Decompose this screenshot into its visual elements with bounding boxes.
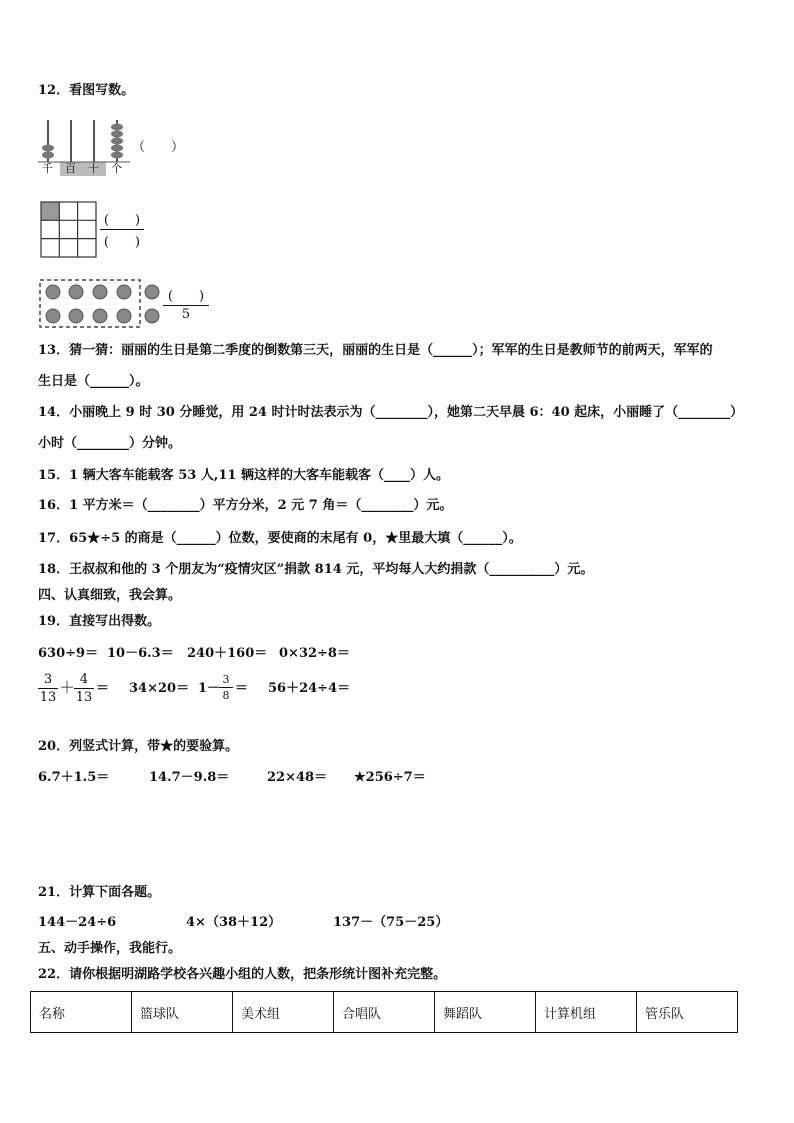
q21-item-3: 137－（75－25）	[333, 915, 449, 930]
balls-fraction	[163, 285, 209, 322]
q12-title: 12．看图写数。	[38, 83, 135, 98]
balls-fraction-numerator[interactable]: ( )	[167, 289, 205, 304]
q20-item-4: ★256÷7＝	[354, 770, 426, 785]
equals-sign: ＝	[96, 681, 110, 696]
q15-text: 15．1 辆大客车能载客 53 人,11 辆这样的大客车能载客（____）人。	[38, 468, 449, 483]
fraction-4-13	[74, 672, 94, 705]
q16-text: 16．1 平方米＝（________）平方分米，2 元 7 角＝（________）元。	[38, 498, 453, 513]
grid-fraction-numerator[interactable]: ( )	[103, 213, 141, 228]
table-header-cell: 名称	[31, 992, 132, 1033]
q13-line1: 13．猜一猜：丽丽的生日是第二季度的倒数第三天，丽丽的生日是（______）；军军的生日是教师节的前两天，军军的	[38, 343, 713, 358]
fraction-3-8	[219, 673, 233, 702]
fraction-numerator: 4	[79, 672, 89, 687]
fraction-numerator: 3	[43, 672, 53, 687]
q19-item-last: 56＋24÷4＝	[268, 681, 351, 696]
table-header-cell: 篮球队	[132, 992, 233, 1033]
fraction-denominator: 8	[222, 689, 230, 702]
q21-item-1: 144－24÷6	[38, 915, 117, 930]
q19-title: 19．直接写出得数。	[38, 614, 161, 629]
q19-one-minus: 1－	[198, 681, 221, 696]
fraction-numerator: 3	[222, 673, 230, 686]
abacus-answer-blank[interactable]: （ ）	[132, 140, 185, 155]
plus-sign: ＋	[59, 678, 76, 697]
q18-text: 18．王叔叔和他的 3 个朋友为“疫情灾区”捐款 814 元，平均每人大约捐款（__________）元。	[38, 562, 594, 577]
fraction-3-13	[38, 672, 58, 705]
q20-title: 20．列竖式计算，带★的要验算。	[38, 739, 239, 754]
fraction-denominator: 13	[39, 690, 57, 705]
fraction-bar	[100, 229, 144, 230]
q20-item-1: 6.7＋1.5＝	[38, 770, 110, 785]
abacus-label-hundreds: 百	[65, 162, 76, 175]
fraction-denominator: 13	[75, 690, 93, 705]
q17-text: 17．65★÷5 的商是（______）位数，要使商的末尾有 0，★里最大填（______）。	[38, 531, 522, 546]
q20-item-3: 22×48＝	[267, 770, 328, 785]
q20-item-2: 14.7－9.8＝	[149, 770, 230, 785]
table-row	[31, 992, 738, 1033]
table-header-cell: 美术组	[233, 992, 334, 1033]
abacus-label-ones: 个	[111, 162, 122, 175]
q21-item-2: 4×（38＋12）	[186, 915, 282, 930]
table-header-cell: 舞蹈队	[435, 992, 536, 1033]
q21-title: 21．计算下面各题。	[38, 885, 161, 900]
fraction-bar	[219, 687, 233, 688]
table-header-cell: 管乐队	[637, 992, 738, 1033]
equals-sign: ＝	[235, 681, 249, 696]
q19-item-mult: 34×20＝	[129, 681, 190, 696]
q19-item-4: 0×32÷8＝	[279, 646, 350, 661]
balls-fraction-denominator: 5	[181, 307, 191, 322]
interest-group-table	[30, 991, 738, 1033]
abacus-label-thousands: 千	[42, 162, 53, 175]
fraction-bar	[74, 688, 94, 689]
table-header-cell: 计算机组	[536, 992, 637, 1033]
q13-line2: 生日是（______）。	[38, 374, 149, 389]
grid-fraction-denominator[interactable]: ( )	[103, 235, 141, 250]
grid-image	[40, 201, 97, 258]
q14-line1: 14．小丽晚上 9 时 30 分睡觉，用 24 时计时法表示为（________），她第二天早晨 6：40 起床，小丽睡了（________）	[38, 405, 744, 420]
fraction-bar	[163, 305, 209, 306]
section-4-heading: 四、认真细致，我会算。	[38, 588, 182, 603]
fraction-bar	[38, 688, 58, 689]
grid-fraction	[100, 209, 144, 250]
q14-line2: 小时（________）分钟。	[38, 436, 182, 451]
table-header-cell: 合唱队	[334, 992, 435, 1033]
q19-item-1: 630÷9＝	[38, 646, 99, 661]
q22-title: 22．请你根据明湖路学校各兴趣小组的人数，把条形统计图补充完整。	[38, 967, 447, 982]
q19-item-3: 240＋160＝	[187, 646, 268, 661]
balls-image	[38, 278, 163, 330]
q19-item-2: 10－6.3＝	[107, 646, 174, 661]
section-5-heading: 五、动手操作，我能行。	[38, 941, 182, 956]
abacus-label-tens: 十	[88, 162, 99, 175]
